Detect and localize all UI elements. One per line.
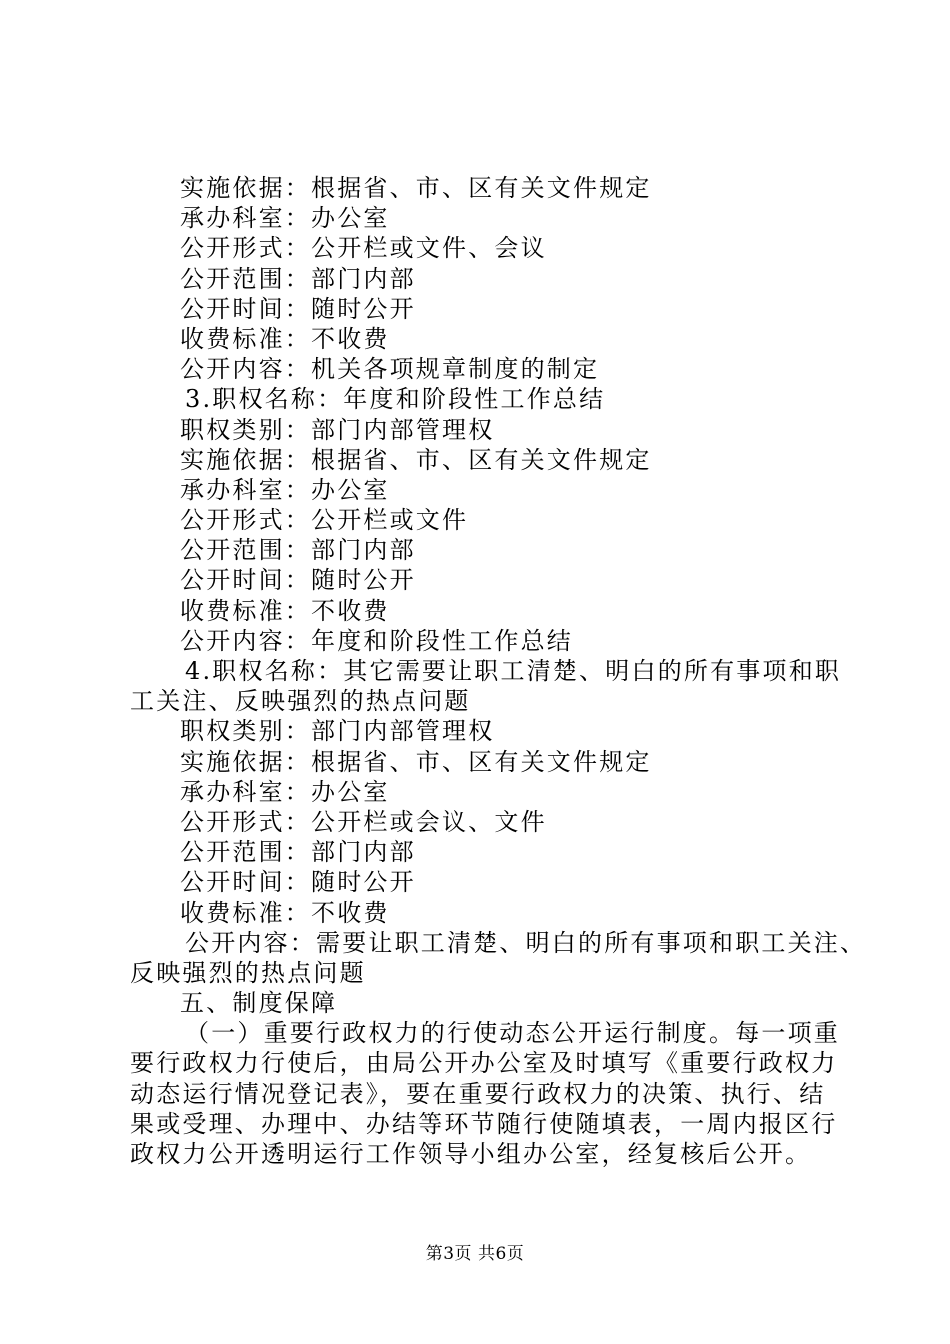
text-line: 实施依据：根据省、市、区有关文件规定 — [180, 747, 652, 776]
text-line: 果或受理、办理中、办结等环节随行使随填表，一周内报区行 — [130, 1109, 838, 1138]
text-line: 承办科室：办公室 — [180, 475, 390, 504]
text-line: 实施依据：根据省、市、区有关文件规定 — [180, 174, 652, 202]
text-line: 职权类别：部门内部管理权 — [180, 717, 495, 746]
text-line: 公开形式：公开栏或文件 — [180, 506, 469, 535]
text-line: 公开范围：部门内部 — [180, 838, 416, 867]
text-line: 反映强烈的热点问题 — [130, 958, 366, 987]
text-line: 公开范围：部门内部 — [180, 264, 416, 293]
text-line: 公开内容：机关各项规章制度的制定 — [180, 355, 600, 384]
text-line: 承办科室：办公室 — [180, 204, 390, 233]
text-line: 公开时间：随时公开 — [180, 566, 416, 595]
text-line: 实施依据：根据省、市、区有关文件规定 — [180, 445, 652, 474]
text-line: 公开范围：部门内部 — [180, 536, 416, 565]
document-body — [130, 173, 867, 1169]
text-line: 承办科室：办公室 — [180, 777, 390, 806]
text-line: 收费标准：不收费 — [180, 596, 390, 625]
text-line: 4.职权名称：其它需要让职工清楚、明白的所有事项和职 — [185, 657, 842, 685]
text-line: 公开内容：需要让职工清楚、明白的所有事项和职工关注、 — [185, 928, 867, 957]
text-line: 公开内容：年度和阶段性工作总结 — [180, 626, 573, 655]
text-line: 公开形式：公开栏或会议、文件 — [180, 807, 547, 836]
text-line: 公开时间：随时公开 — [180, 868, 416, 897]
text-line: 要行政权力行使后，由局公开办公室及时填写《重要行政权力 — [130, 1049, 838, 1078]
text-line: 收费标准：不收费 — [180, 898, 390, 927]
text-line: 公开形式：公开栏或文件、会议 — [180, 234, 547, 263]
text-line: 工关注、反映强烈的热点问题 — [130, 687, 471, 716]
page-footer: 第3页 共6页 — [425, 1244, 525, 1264]
text-line: 职权类别：部门内部管理权 — [180, 415, 495, 444]
text-line: 3.职权名称：年度和阶段性工作总结 — [185, 385, 606, 414]
text-line: 收费标准：不收费 — [180, 324, 390, 353]
text-line: 五、制度保障 — [180, 989, 338, 1018]
text-line: 动态运行情况登记表》，要在重要行政权力的决策、执行、结 — [130, 1079, 826, 1108]
text-line: （一）重要行政权力的行使动态公开运行制度。每一项重 — [185, 1019, 840, 1048]
text-line: 政权力公开透明运行工作领导小组办公室，经复核后公开。 — [130, 1140, 812, 1168]
text-line: 公开时间：随时公开 — [180, 294, 416, 323]
